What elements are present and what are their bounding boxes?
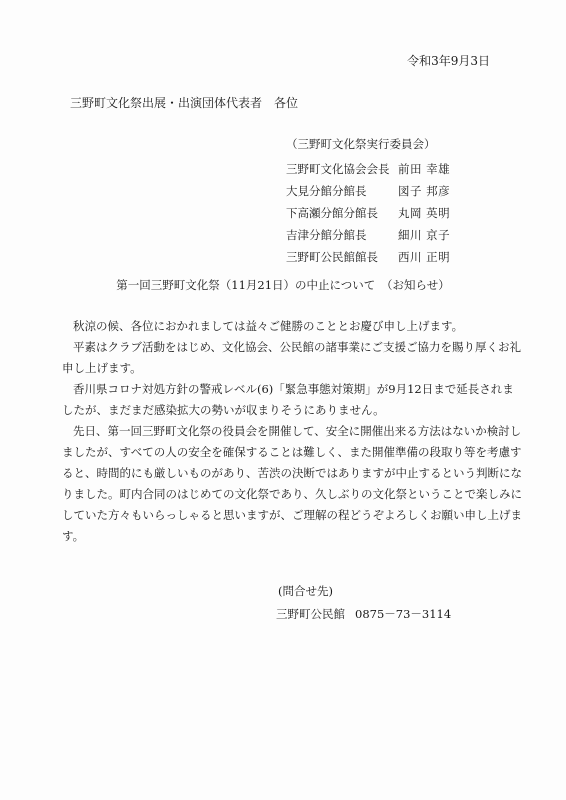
committee-member bbox=[286, 246, 450, 268]
letter-subject: 第一回三野町文化祭（11月21日）の中止について （お知らせ） bbox=[116, 278, 450, 292]
contact-info bbox=[276, 580, 451, 626]
member-role: 三野町公民館館長 bbox=[286, 250, 378, 264]
sender-committee bbox=[286, 136, 450, 268]
committee-member bbox=[286, 224, 450, 246]
member-role: 下高瀬分館分館長 bbox=[286, 206, 378, 220]
contact-label: (問合せ先) bbox=[278, 584, 333, 598]
member-name: 西川 正明 bbox=[398, 250, 451, 264]
body-paragraph: 秋涼の候、各位におかれましては益々ご健勝のこととお慶び申し上げます。 bbox=[73, 319, 464, 333]
committee-member bbox=[286, 158, 450, 180]
member-name: 丸岡 英明 bbox=[398, 206, 451, 220]
member-name: 前田 幸雄 bbox=[398, 162, 451, 176]
body-paragraph: 香川県コロナ対処方針の警戒レベル(6)「緊急事態対策期」が9月12日まで延長されましたが、まだまだ感染拡大の勢いが収まりそうにありません。 bbox=[62, 382, 514, 417]
letter-date: 令和3年9月3日 bbox=[407, 54, 490, 68]
body-paragraph: 先日、第一回三野町文化祭の役員会を開催して、安全に開催出来る方法はないか検討しましたが、すべての人の安全を確保することは難しく、また開催準備の段取り等を考慮すると、時間的にも厳しいものがあり、苦渋の決断ではありますが中止するという判断になりました。町内合同のはじめての文化祭であり、久しぶりの文化祭ということで楽しみにしていた方々もいらっしゃると思いますが、ご理解の程どうぞよろしくお願い申し上げます。 bbox=[62, 424, 522, 543]
committee-member bbox=[286, 180, 450, 202]
body-paragraph: 平素はクラブ活動をはじめ、文化協会、公民館の諸事業にご支援ご協力を賜り厚くお礼申し上げます。 bbox=[62, 340, 522, 375]
contact-line bbox=[276, 603, 451, 626]
contact-place: 三野町公民館 bbox=[276, 607, 345, 621]
committee-member bbox=[286, 202, 450, 224]
member-name: 図子 邦彦 bbox=[398, 184, 451, 198]
member-role: 大見分館分館長 bbox=[286, 184, 367, 198]
contact-phone: 0875－73－3114 bbox=[355, 607, 452, 621]
committee-title: （三野町文化祭実行委員会） bbox=[286, 137, 436, 151]
letter-body bbox=[62, 316, 522, 547]
member-name: 細川 京子 bbox=[398, 228, 451, 242]
member-role: 三野町文化協会会長 bbox=[286, 162, 390, 176]
member-role: 吉津分館分館長 bbox=[286, 228, 367, 242]
addressee: 三野町文化祭出展・出演団体代表者 各位 bbox=[70, 96, 299, 110]
